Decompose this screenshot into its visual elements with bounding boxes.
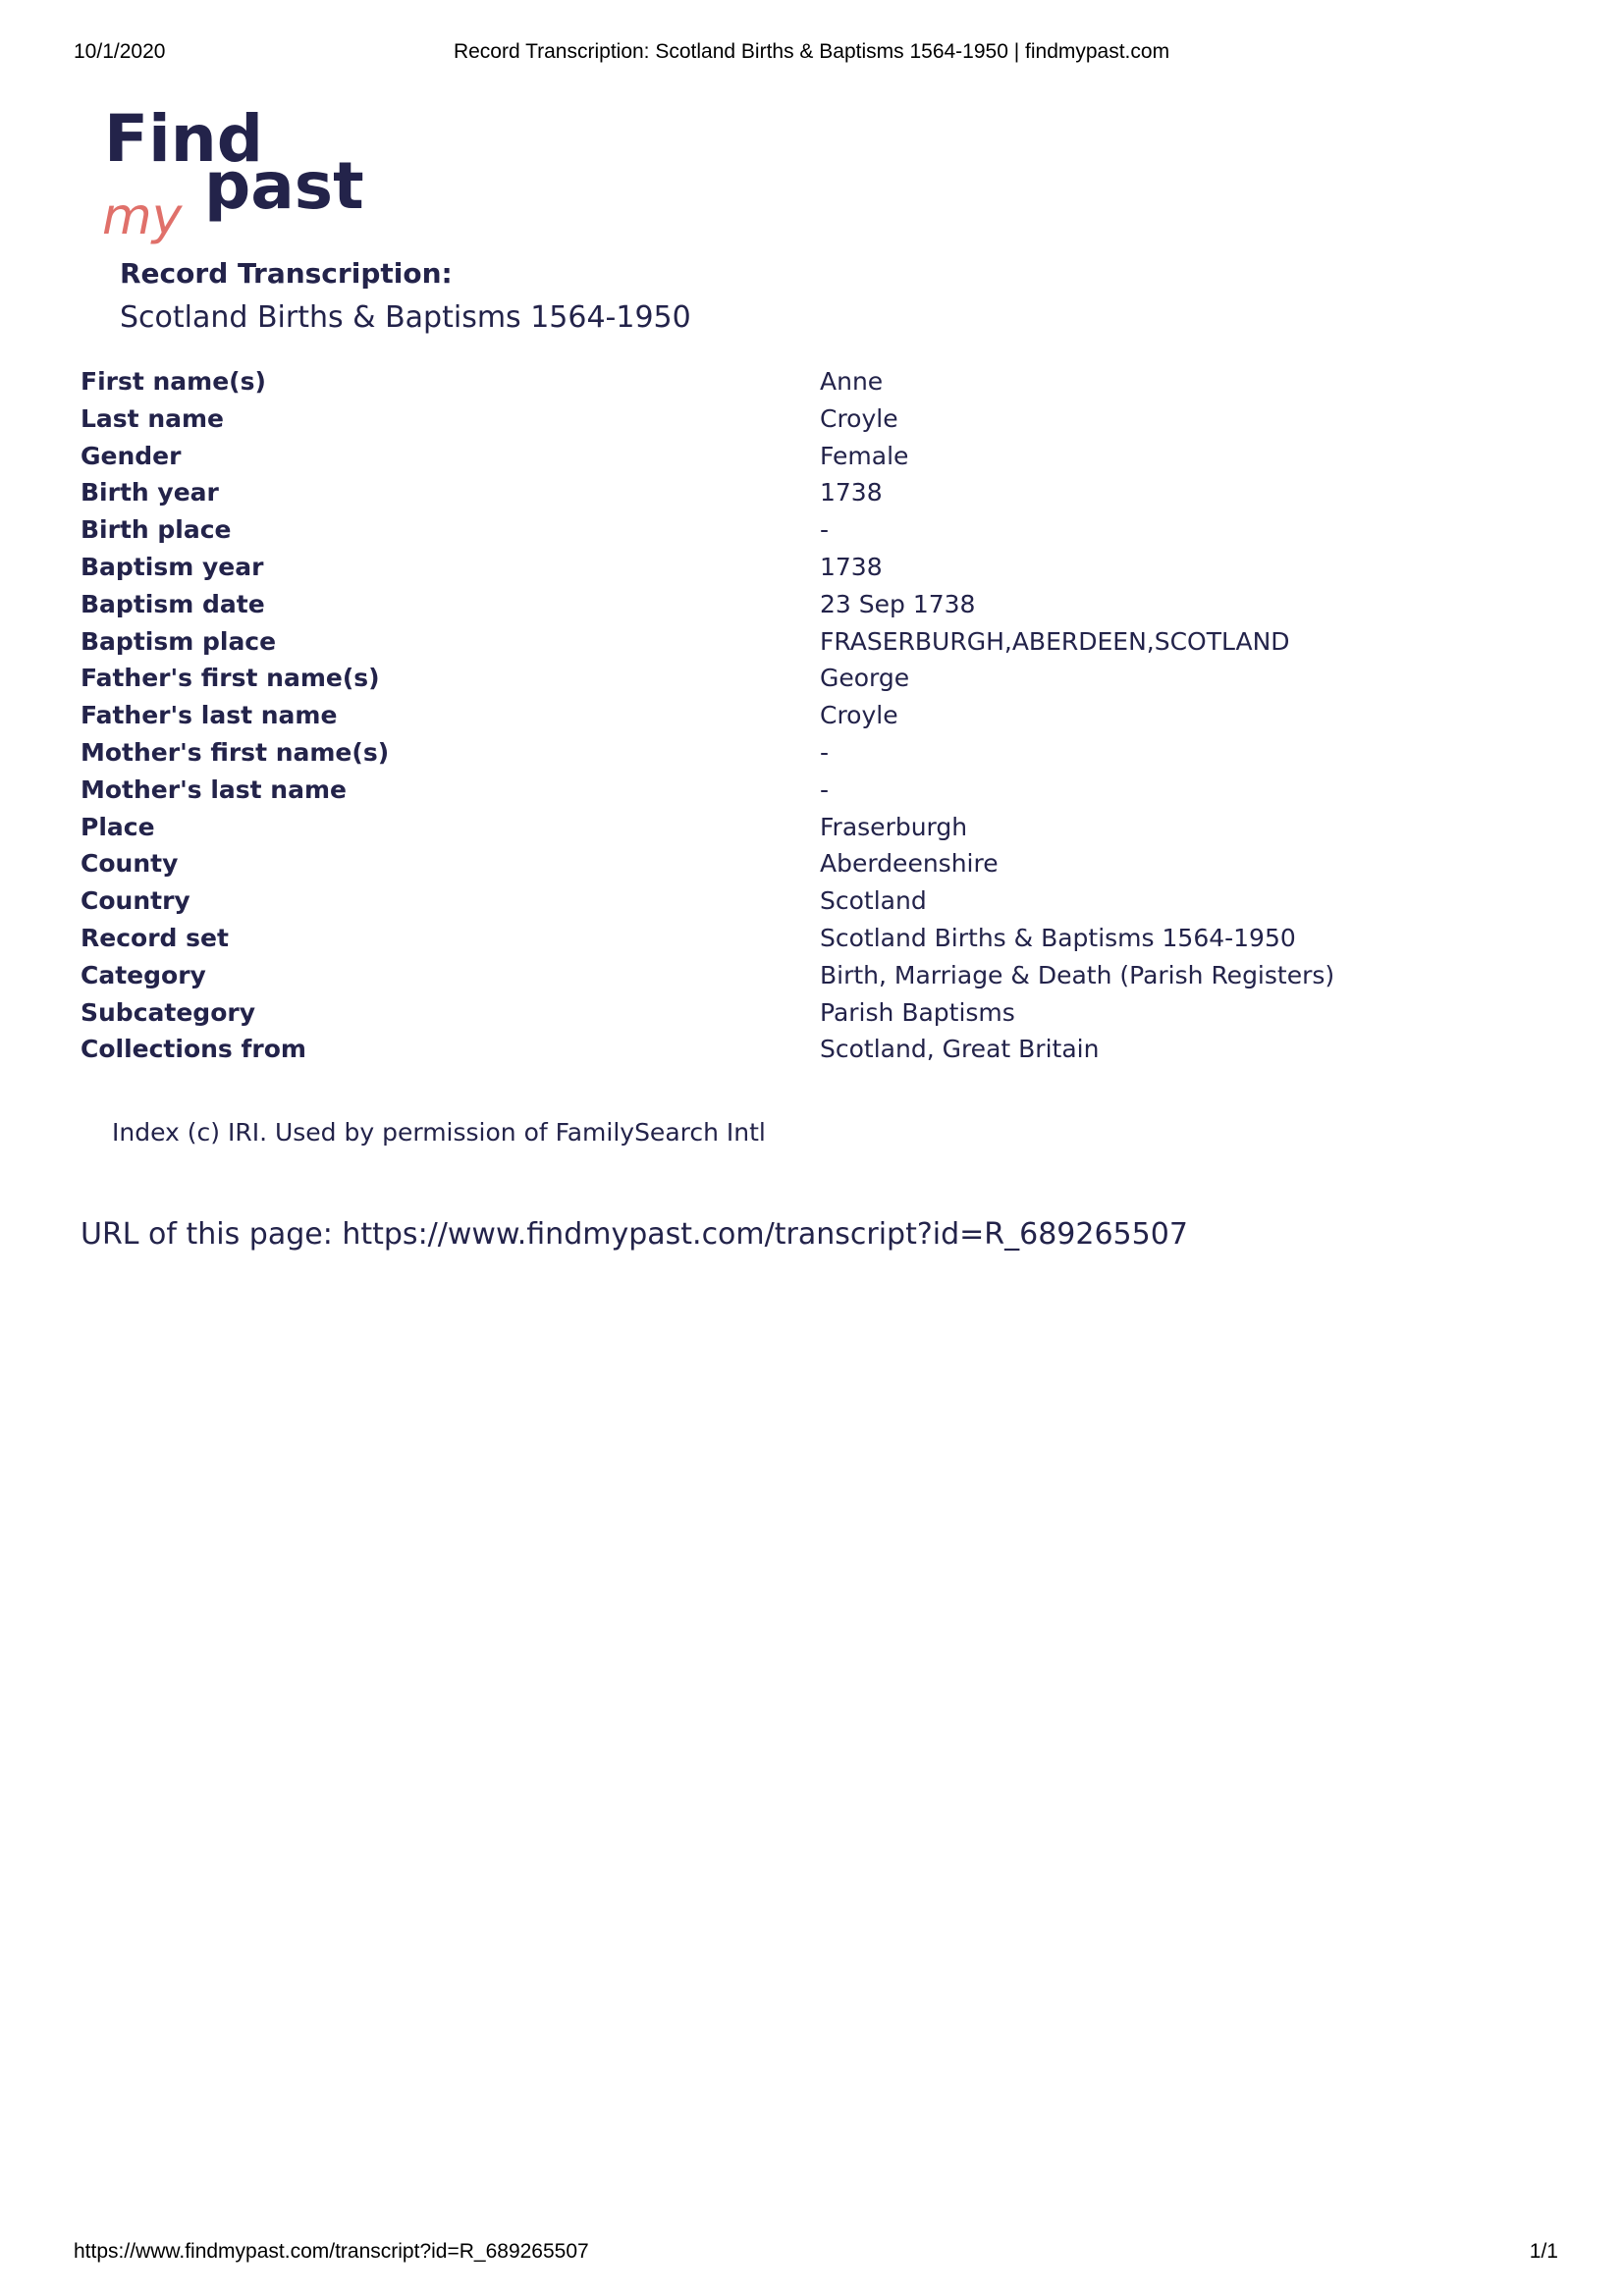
- field-value: Croyle: [820, 403, 898, 433]
- field-label: Last name: [81, 403, 225, 433]
- record-row: [81, 920, 1475, 957]
- field-label: Subcategory: [81, 997, 255, 1027]
- field-value: Birth, Marriage & Death (Parish Registers): [820, 960, 1335, 989]
- field-label: Collections from: [81, 1035, 306, 1064]
- field-label: First name(s): [81, 367, 266, 396]
- field-label: Baptism date: [81, 589, 265, 618]
- print-footer-url: https://www.findmypast.com/transcript?id=R_689265507: [74, 2240, 589, 2263]
- field-label: Birth year: [81, 478, 219, 507]
- field-value: Scotland Births & Baptisms 1564-1950: [820, 923, 1296, 952]
- field-value: Anne: [820, 367, 884, 396]
- field-label: Baptism year: [81, 552, 264, 581]
- findmypast-logo: [102, 106, 367, 263]
- record-row: [81, 734, 1475, 772]
- field-label: Birth place: [81, 515, 232, 545]
- page-url-line: URL of this page: https://www.findmypast.com/transcript?id=R_689265507: [81, 1217, 1188, 1252]
- field-value: 1738: [820, 552, 883, 581]
- record-row: [81, 549, 1475, 586]
- field-label: Baptism place: [81, 626, 277, 656]
- field-label: Place: [81, 812, 155, 841]
- print-date: 10/1/2020: [74, 40, 166, 63]
- record-row: [81, 511, 1475, 549]
- field-value: Parish Baptisms: [820, 997, 1015, 1027]
- field-label: Country: [81, 886, 190, 916]
- field-label: Gender: [81, 441, 182, 470]
- logo-word-past: past: [204, 148, 364, 224]
- record-set-title: Scotland Births & Baptisms 1564-1950: [120, 300, 691, 335]
- logo-word-my: my: [102, 187, 183, 246]
- record-row: [81, 809, 1475, 846]
- field-label: Mother's last name: [81, 774, 347, 804]
- record-row: [81, 845, 1475, 882]
- record-row: [81, 994, 1475, 1032]
- record-row: [81, 363, 1475, 400]
- record-row: [81, 586, 1475, 623]
- print-footer: [0, 2240, 1623, 2269]
- record-row: [81, 623, 1475, 661]
- record-row: [81, 957, 1475, 994]
- field-label: Mother's first name(s): [81, 737, 390, 767]
- field-value: 23 Sep 1738: [820, 589, 976, 618]
- index-copyright-note: Index (c) IRI. Used by permission of FamilySearch Intl: [112, 1118, 766, 1147]
- field-value: Female: [820, 441, 909, 470]
- field-value: Scotland, Great Britain: [820, 1035, 1100, 1064]
- record-row: [81, 438, 1475, 475]
- record-heading: Record Transcription:: [120, 257, 453, 290]
- field-label: County: [81, 849, 179, 879]
- field-label: Record set: [81, 923, 229, 952]
- field-value: -: [820, 774, 830, 804]
- print-page-title: Record Transcription: Scotland Births & Baptisms 1564-1950 | findmypast.com: [453, 40, 1170, 63]
- record-fields-table: [81, 363, 1475, 1068]
- field-value: Fraserburgh: [820, 812, 968, 841]
- record-row: [81, 474, 1475, 511]
- field-value: George: [820, 664, 910, 693]
- record-row: [81, 697, 1475, 734]
- field-value: FRASERBURGH,ABERDEEN,SCOTLAND: [820, 626, 1290, 656]
- record-row: [81, 660, 1475, 697]
- field-value: Scotland: [820, 886, 927, 916]
- field-label: Category: [81, 960, 206, 989]
- field-value: -: [820, 737, 830, 767]
- field-label: Father's first name(s): [81, 664, 380, 693]
- field-value: Croyle: [820, 701, 898, 730]
- field-value: -: [820, 515, 830, 545]
- record-row: [81, 772, 1475, 809]
- record-row: [81, 882, 1475, 920]
- print-header: [0, 40, 1623, 70]
- record-row: [81, 400, 1475, 438]
- field-value: 1738: [820, 478, 883, 507]
- logo-word-find: Find: [104, 106, 263, 177]
- record-row: [81, 1031, 1475, 1068]
- field-label: Father's last name: [81, 701, 338, 730]
- print-page-number: 1/1: [1529, 2240, 1558, 2263]
- field-value: Aberdeenshire: [820, 849, 999, 879]
